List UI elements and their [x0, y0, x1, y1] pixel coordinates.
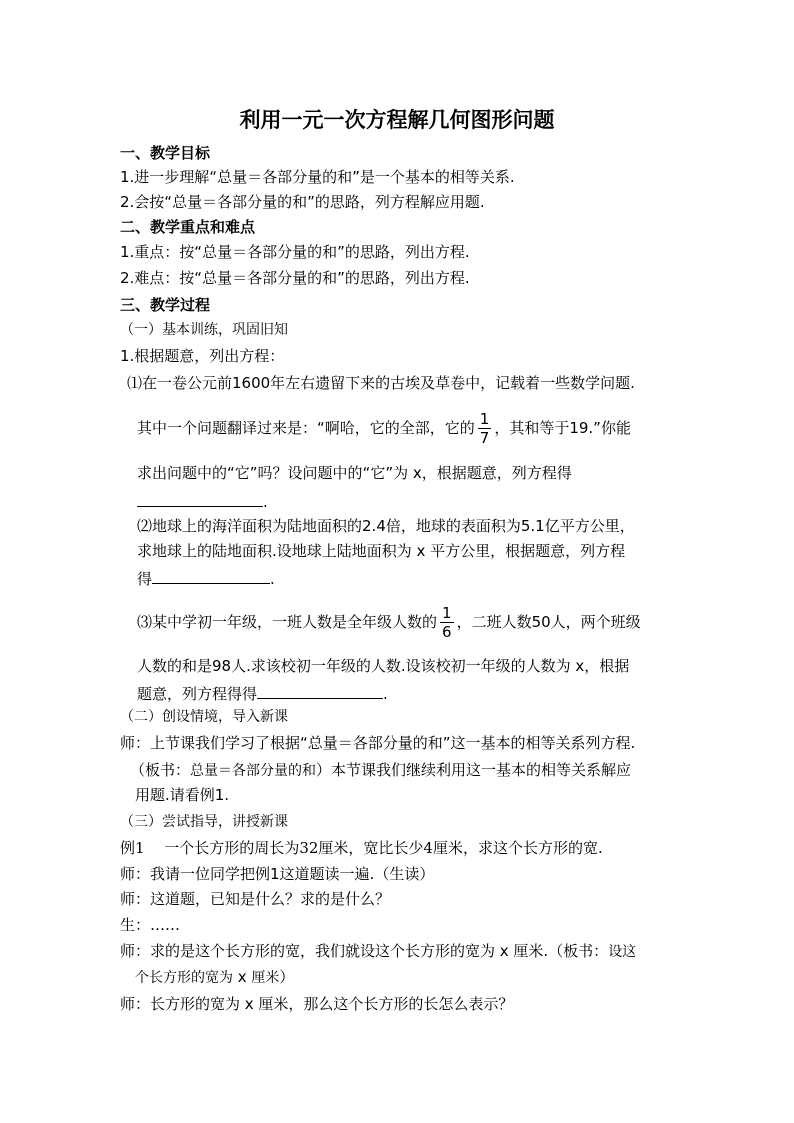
- fraction-denominator: 7: [479, 429, 490, 447]
- board-note-open: （板书：: [130, 761, 191, 779]
- problem-1-text-b: ，其和等于19.”你能: [494, 419, 631, 437]
- objective-item-2: 2.会按“总量＝各部分量的和”的思路，列方程解应用题.: [120, 193, 485, 211]
- dialogue-teacher-3: [120, 941, 636, 962]
- dialogue-teacher-4: 师：长方形的宽为 x 厘米，那么这个长方形的长怎么表示？: [120, 995, 514, 1013]
- section-heading-objectives: 一、教学目标: [120, 144, 211, 162]
- period: .: [263, 493, 268, 511]
- problem-3-line-2: 人数的和是98人.求该校初一年级的人数.设该校初一年级的人数为 x，根据: [137, 657, 630, 675]
- answer-blank-1[interactable]: [137, 490, 263, 507]
- dialogue-teacher-3-cont: [135, 967, 294, 988]
- board-note-text: 厘米: [251, 970, 280, 986]
- problem-3-text-a: ⑶某中学初一年级，一班人数是全年级人数的: [137, 613, 438, 631]
- subsection-heading-guidance: （三）尝试指导，讲授新课: [120, 814, 288, 830]
- problem-2-text-a: 得: [137, 570, 153, 588]
- subsection-heading-review: （一）基本训练，巩固旧知: [120, 322, 288, 338]
- section-heading-key-points: 二、教学重点和难点: [120, 218, 256, 236]
- dialogue-teacher-2: 师：这道题，已知是什么？求的是什么？: [120, 890, 391, 908]
- problem-3-text-b: ，二班人数50人，两个班级: [456, 613, 641, 631]
- variable-x: x: [233, 968, 252, 986]
- problem-1-line-2: [137, 409, 631, 447]
- objective-item-1: 1.进一步理解“总量＝各部分量的和”是一个基本的相等关系.: [120, 168, 515, 186]
- problem-3-answer-line: [137, 682, 388, 704]
- example-1: 例1 一个长方形的周长为32厘米，宽比长少4厘米，求这个长方形的宽.: [120, 839, 603, 857]
- dialogue-teacher-3-text: 师：求的是这个长方形的宽，我们就设这个长方形的宽为 x 厘米.（板书：: [120, 942, 609, 960]
- teacher-line-2-rest: ）本节课我们继续利用这一基本的相等关系解应: [316, 761, 632, 779]
- answer-blank-2[interactable]: [152, 567, 270, 584]
- fraction-one-seventh: [478, 410, 492, 447]
- fraction-numerator: 1: [479, 410, 490, 428]
- period: .: [270, 570, 275, 588]
- subsection-heading-new-lesson: （二）创设情境，导入新课: [120, 709, 288, 725]
- document-title: 利用一元一次方程解几何图形问题: [239, 108, 555, 132]
- key-point-item: 1.重点：按“总量＝各部分量的和”的思路，列出方程.: [120, 243, 470, 261]
- teacher-line-1: 师：上节课我们学习了根据“总量＝各部分量的和”这一基本的相等关系列方程.: [120, 734, 636, 752]
- fraction-one-sixth: [440, 604, 454, 641]
- problem-3-line-1: [137, 603, 641, 641]
- period: .: [383, 685, 388, 703]
- problem-1-answer-line: [137, 490, 268, 512]
- board-note-text: 总量＝各部分量的和: [190, 763, 317, 779]
- dialogue-student-1: 生：……: [120, 916, 181, 934]
- difficulty-item: 2.难点：按“总量＝各部分量的和”的思路，列出方程.: [120, 269, 470, 287]
- problem-1-line-1: ⑴在一卷公元前1600年左右遗留下来的古埃及草卷中，记载着一些数学问题.: [127, 374, 635, 392]
- board-note-text: 设这: [608, 944, 637, 960]
- board-note-text: 个长方形的宽为: [135, 970, 233, 986]
- problem-2-answer-line: [137, 567, 275, 589]
- problem-2-line-1: ⑵地球上的海洋面积为陆地面积的2.4倍，地球的表面积为5.1亿平方公里，: [137, 517, 635, 535]
- question-intro: 1.根据题意，列出方程：: [120, 347, 285, 365]
- fraction-denominator: 6: [442, 623, 452, 641]
- fraction-numerator: 1: [442, 604, 452, 622]
- dialogue-teacher-1: 师：我请一位同学把例1这道题读一遍.（生读）: [120, 865, 435, 883]
- problem-3-text-a2: 题意，列方程得得: [137, 685, 258, 703]
- teacher-line-2: [130, 760, 631, 781]
- teacher-line-3: 用题.请看例1.: [135, 786, 230, 804]
- section-heading-process: 三、教学过程: [120, 296, 211, 314]
- answer-blank-3[interactable]: [257, 682, 383, 699]
- problem-2-line-2: 求地球上的陆地面积.设地球上陆地面积为 x 平方公里，根据题意，列方程: [137, 542, 626, 560]
- problem-1-text-a: 其中一个问题翻译过来是：“啊哈，它的全部，它的: [137, 419, 475, 437]
- problem-1-line-3: 求出问题中的“它”吗？设问题中的“它”为 x，根据题意，列方程得: [137, 464, 572, 482]
- board-note-close: ）: [279, 968, 295, 986]
